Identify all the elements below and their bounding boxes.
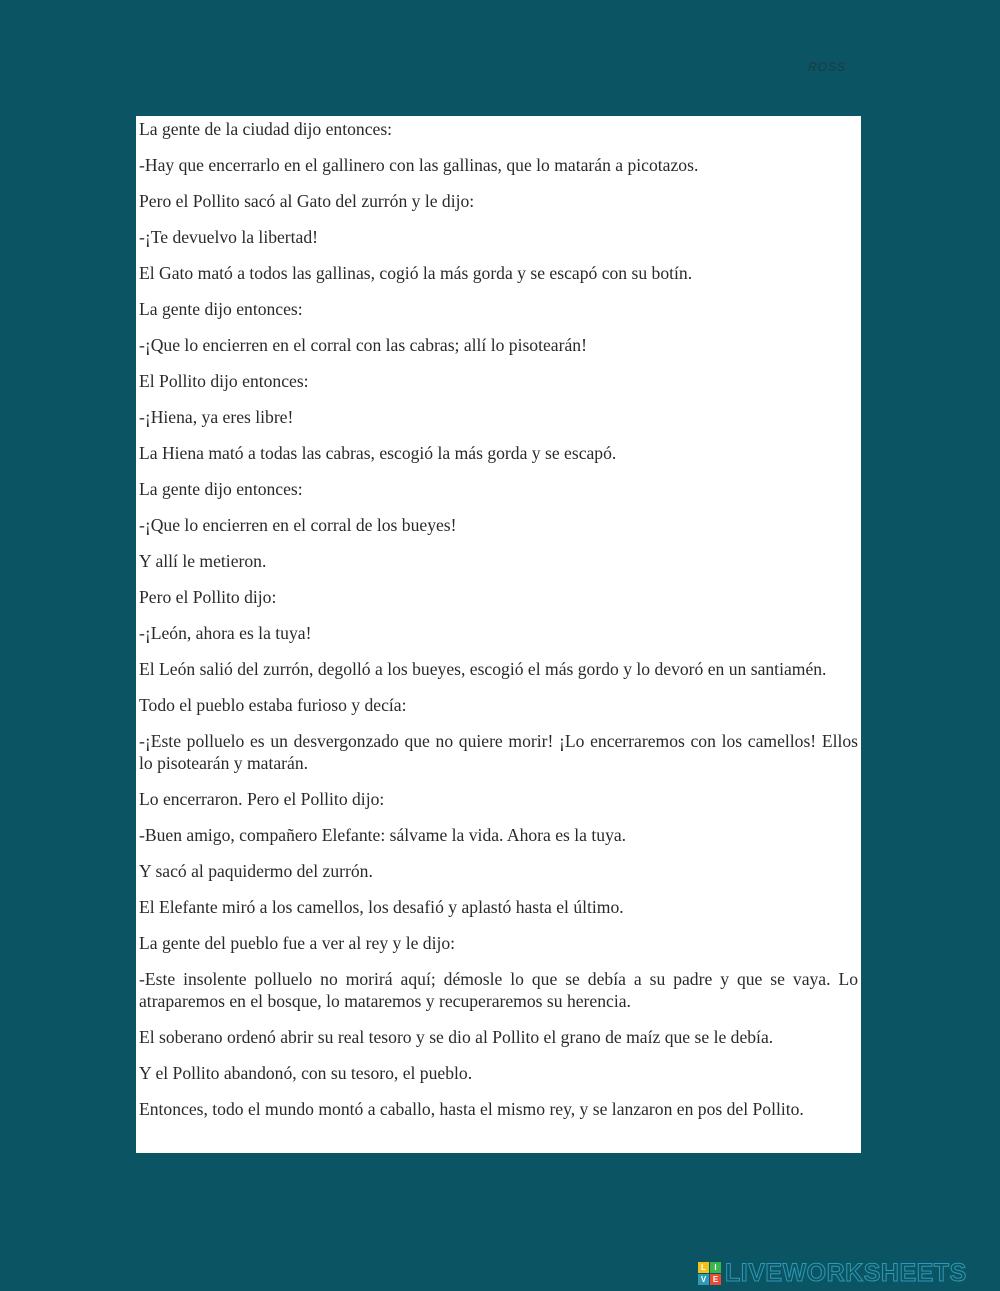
logo-tiles-icon <box>698 1262 721 1285</box>
paragraph: La gente de la ciudad dijo entonces: <box>139 119 393 139</box>
paragraph: -Este insolente polluelo no morirá aquí; démosle lo que se debía a su padre y que se vaya. Lo atraparemos en el bosque, lo mataremos y recuperaremos su herencia. <box>139 969 858 1011</box>
logo-tile: V <box>698 1274 709 1285</box>
paragraph: La gente del pueblo fue a ver al rey y le dijo: <box>139 933 456 953</box>
paragraph: -¡Hiena, ya eres libre! <box>139 407 294 427</box>
paragraph: Y sacó al paquidermo del zurrón. <box>139 861 373 881</box>
paragraph: Pero el Pollito dijo: <box>139 587 277 607</box>
paragraph: El Elefante miró a los camellos, los desafió y aplastó hasta el último. <box>139 897 624 917</box>
story-text-panel <box>136 116 861 1153</box>
paragraph: El Gato mató a todos las gallinas, cogió la más gorda y se escapó con su botín. <box>139 263 693 283</box>
paragraph: -¡Que lo encierren en el corral de los bueyes! <box>139 515 457 535</box>
header-watermark: ROSS <box>808 60 847 74</box>
paragraph: -¡Te devuelvo la libertad! <box>139 227 319 247</box>
paragraph: La Hiena mató a todas las cabras, escogió la más gorda y se escapó. <box>139 443 617 463</box>
liveworksheets-logo[interactable] <box>698 1259 967 1288</box>
paragraph: La gente dijo entonces: <box>139 479 303 499</box>
paragraph: -Hay que encerrarlo en el gallinero con las gallinas, que lo matarán a picotazos. <box>139 155 699 175</box>
paragraph: El soberano ordenó abrir su real tesoro y se dio al Pollito el grano de maíz que se le debía. <box>139 1027 774 1047</box>
paragraph: Y allí le metieron. <box>139 551 267 571</box>
paragraph: Todo el pueblo estaba furioso y decía: <box>139 695 407 715</box>
logo-text: LIVEWORKSHEETS <box>725 1259 967 1287</box>
paragraph: -¡Este polluelo es un desvergonzado que no quiere morir! ¡Lo encerraremos con los camellos! Ellos lo pisotearán y matarán. <box>139 731 858 773</box>
paragraph: -¡León, ahora es la tuya! <box>139 623 312 643</box>
paragraph: El Pollito dijo entonces: <box>139 371 309 391</box>
logo-tile: E <box>710 1274 721 1285</box>
paragraph: Entonces, todo el mundo montó a caballo, hasta el mismo rey, y se lanzaron en pos del Pollito. <box>139 1099 804 1119</box>
paragraph: -¡Que lo encierren en el corral con las cabras; allí lo pisotearán! <box>139 335 587 355</box>
paragraph: -Buen amigo, compañero Elefante: sálvame la vida. Ahora es la tuya. <box>139 825 627 845</box>
paragraph: Y el Pollito abandonó, con su tesoro, el pueblo. <box>139 1063 473 1083</box>
paragraph: La gente dijo entonces: <box>139 299 303 319</box>
logo-tile: L <box>698 1262 709 1273</box>
logo-tile: I <box>710 1262 721 1273</box>
paragraph: Lo encerraron. Pero el Pollito dijo: <box>139 789 385 809</box>
paragraph: Pero el Pollito sacó al Gato del zurrón y le dijo: <box>139 191 475 211</box>
paragraph: El León salió del zurrón, degolló a los bueyes, escogió el más gordo y lo devoró en un santiamén. <box>139 659 827 679</box>
